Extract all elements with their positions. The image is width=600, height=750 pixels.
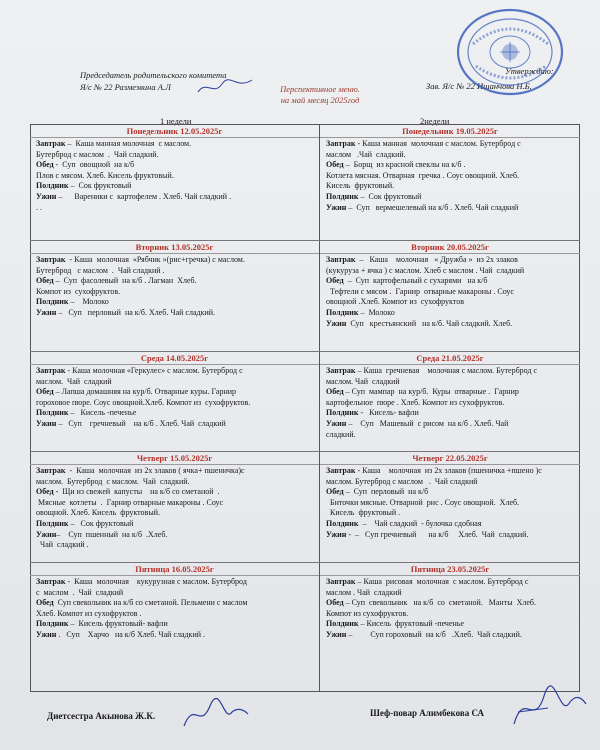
day-header-underline bbox=[320, 137, 580, 138]
meal-text: – Суп свекольник на к/б со сметаной. Манты Хлеб. bbox=[343, 598, 536, 608]
meal-label: Полдник bbox=[36, 408, 69, 418]
meal-label: Ужин bbox=[326, 318, 347, 328]
meal-text: маслом . Чай сладкий bbox=[326, 587, 402, 597]
day-menu-left bbox=[30, 466, 319, 561]
meal-text: - Каша молочная кукурузная с маслом. Бутерброд bbox=[65, 577, 247, 586]
meal-text: Компот из сухофруктов. bbox=[36, 286, 121, 296]
menu-line bbox=[326, 519, 574, 530]
day-header: Вторник 13.05.2025г bbox=[135, 242, 214, 252]
menu-line bbox=[326, 255, 574, 266]
day-menu-left bbox=[30, 255, 319, 350]
meal-text: сладкий. bbox=[326, 429, 356, 439]
meal-label: Ужин bbox=[36, 191, 57, 201]
meal-text: . Суп Харчо на к/б Хлеб. Чай сладкий . bbox=[56, 629, 206, 639]
menu-line bbox=[326, 308, 574, 319]
meal-text: Котлета мясная. Отварная гречка . Соус овощной. Хлеб. bbox=[326, 170, 520, 180]
meal-text: – Молоко bbox=[358, 307, 395, 317]
meal-label: Ужин bbox=[326, 202, 347, 212]
meal-label: Обед bbox=[36, 598, 54, 608]
meal-text: – Вареники с картофелем . Хлеб. Чай сладкий . bbox=[56, 191, 232, 201]
menu-line bbox=[326, 366, 574, 377]
meal-label: Ужин bbox=[36, 529, 57, 539]
menu-line bbox=[326, 276, 574, 287]
menu-line bbox=[326, 398, 574, 409]
menu-line bbox=[326, 408, 574, 419]
day-header: Понедельник 19.05.2025г bbox=[402, 126, 498, 136]
day-header-underline bbox=[30, 464, 319, 465]
menu-line bbox=[326, 150, 574, 161]
meal-text: Компот из сухофруктов. bbox=[326, 608, 409, 618]
day-header: Четверг 22.05.2025г bbox=[412, 453, 488, 463]
meal-label: Завтрак bbox=[326, 139, 356, 148]
meal-label: Обед bbox=[36, 160, 54, 170]
approve-label: Утверждаю: bbox=[505, 66, 554, 76]
menu-line bbox=[36, 519, 313, 530]
day-header-underline bbox=[30, 137, 319, 138]
meal-label: Обед bbox=[36, 487, 54, 497]
meal-label: Полдник bbox=[36, 619, 69, 629]
meal-text: – Каша рисовая молочная с маслом. Бутерброд с bbox=[355, 577, 529, 586]
meal-text: (кукуруза + ячка ) с маслом. Хлеб с маслом . Чай сладкий bbox=[326, 265, 525, 275]
meal-text: – Кисель фруктовый -печенье bbox=[358, 619, 464, 629]
menu-line bbox=[326, 598, 574, 609]
meal-text: – Суп перловый на к/б bbox=[343, 487, 429, 497]
meal-text: овощной. Хлеб. Кисель фруктовый. bbox=[36, 508, 160, 518]
menu-line bbox=[326, 319, 574, 330]
meal-label: Завтрак bbox=[36, 577, 66, 586]
meal-text: – Молоко bbox=[68, 297, 109, 307]
menu-title-line2: на май месяц 2025год bbox=[280, 95, 360, 105]
menu-line bbox=[36, 466, 313, 477]
menu-line bbox=[36, 287, 313, 298]
menu-line bbox=[36, 540, 313, 551]
menu-line bbox=[36, 181, 313, 192]
menu-line bbox=[36, 609, 313, 620]
menu-line bbox=[326, 630, 574, 641]
meal-text: – Сок фруктовый bbox=[68, 181, 132, 191]
meal-text: маслом. Бутерброд с маслом . Чай сладкий bbox=[326, 476, 478, 486]
meal-label: Полдник bbox=[326, 307, 359, 317]
meal-text: – Суп мампар на кур/б. Куры отварные . Гарнир bbox=[343, 387, 519, 397]
menu-line bbox=[36, 366, 313, 377]
meal-text: Мясные котлеты . Гарнир отварные макароны . Соус bbox=[36, 497, 224, 507]
meal-text: с маслом . Чай сладкий bbox=[36, 587, 124, 597]
meal-text: – Суп картофельный с сухарями на к/б bbox=[343, 276, 488, 286]
menu-line bbox=[36, 160, 313, 171]
meal-label: Обед bbox=[326, 387, 344, 397]
meal-label: Обед bbox=[326, 276, 344, 286]
meal-text: – Лапша домашняя на кур/б. Отварные куры. Гарнир bbox=[53, 387, 237, 397]
committee-chair-name: Я/с № 22 Размезвина А.Л bbox=[80, 82, 171, 92]
meal-label: Завтрак bbox=[326, 466, 356, 475]
meal-label: Завтрак bbox=[36, 255, 66, 264]
menu-line bbox=[326, 181, 574, 192]
day-header-underline bbox=[320, 464, 580, 465]
day-header-underline bbox=[30, 575, 319, 576]
menu-line bbox=[36, 255, 313, 266]
menu-line bbox=[36, 508, 313, 519]
menu-line bbox=[326, 171, 574, 182]
meal-text: маслом. Бутерброд с маслом. Чай сладкий. bbox=[36, 476, 190, 486]
meal-text: Хлеб. Компот из сухофруктов . bbox=[36, 608, 142, 618]
meal-text: Кисель фруктовый . bbox=[326, 508, 401, 518]
menu-line bbox=[36, 276, 313, 287]
meal-text: – Кисель -печенье bbox=[68, 408, 137, 418]
meal-text: – Суп вермешелевый на к/б . Хлеб. Чай сладкий bbox=[346, 202, 519, 212]
menu-line bbox=[326, 297, 574, 308]
menu-line bbox=[36, 266, 313, 277]
menu-line bbox=[326, 203, 574, 214]
menu-line bbox=[326, 192, 574, 203]
menu-line bbox=[36, 308, 313, 319]
meal-label: Полдник bbox=[36, 518, 69, 528]
menu-title bbox=[260, 84, 380, 106]
menu-line bbox=[326, 430, 574, 441]
meal-text: Суп крестьянский на к/б. Чай сладкий. Хлеб. bbox=[346, 318, 513, 328]
meal-text: маслом. Чай сладкий bbox=[326, 376, 400, 386]
day-header-underline bbox=[320, 575, 580, 576]
menu-line bbox=[36, 630, 313, 641]
menu-line bbox=[36, 588, 313, 599]
committee-chair-title: Председатель родительского комитета bbox=[80, 70, 227, 80]
menu-line bbox=[326, 466, 574, 477]
meal-text: – Суп гороховый на к/б .Хлеб. Чай сладкий. bbox=[346, 629, 522, 639]
meal-text: – Чай сладкий - булочка сдобная bbox=[358, 518, 482, 528]
meal-label: Обед bbox=[326, 160, 344, 170]
meal-text: - Каша молочная «Геркулес» с маслом. Бутерброд с bbox=[65, 366, 243, 375]
menu-line bbox=[326, 508, 574, 519]
meal-text: - Каша молочная из 2х злаков (пшеничка +пшено )с bbox=[355, 466, 542, 475]
meal-label: Завтрак bbox=[326, 366, 356, 375]
meal-text: картофельное пюре . Хлеб. Компот из сухофруктов. bbox=[326, 397, 505, 407]
meal-text: - – Суп гречневый на к/б Хлеб. Чай сладкий. bbox=[346, 529, 529, 539]
day-header-underline bbox=[30, 364, 319, 365]
day-menu-right bbox=[320, 466, 580, 561]
menu-line bbox=[326, 619, 574, 630]
menu-line bbox=[36, 598, 313, 609]
day-menu-left bbox=[30, 577, 319, 691]
menu-line bbox=[36, 192, 313, 203]
menu-line bbox=[326, 266, 574, 277]
menu-line bbox=[36, 530, 313, 541]
meal-text: - Каша молочная «Рябчик »(рис+гречка) с маслом. bbox=[65, 255, 245, 264]
meal-text: – Кисель фруктовый- вафли bbox=[68, 619, 168, 629]
meal-label: Ужин bbox=[326, 529, 347, 539]
menu-line bbox=[36, 619, 313, 630]
chef-signature-label: Шеф-повар Алимбекова СА bbox=[370, 708, 485, 718]
head-name: Зав. Я/с № 22 Ишанчова Н.Б. bbox=[426, 81, 532, 91]
menu-line bbox=[36, 477, 313, 488]
meal-text: – Суп Машевый с рисом на к/б . Хлеб. Чай bbox=[346, 418, 509, 428]
menu-line bbox=[326, 487, 574, 498]
day-menu-left bbox=[30, 366, 319, 450]
day-header: Пятница 16.05.2025г bbox=[135, 564, 214, 574]
meal-label: Обед bbox=[326, 487, 344, 497]
day-header: Среда 21.05.2025г bbox=[416, 353, 484, 363]
week2-header: 2недели bbox=[420, 116, 450, 126]
menu-line bbox=[326, 609, 574, 620]
meal-text: Чай сладкий . bbox=[36, 540, 89, 550]
meal-label: Полдник bbox=[36, 297, 69, 307]
menu-line bbox=[326, 160, 574, 171]
meal-text: – Каша гречневая молочная с маслом. Бутерброд с bbox=[355, 366, 538, 375]
day-menu-right bbox=[320, 255, 580, 350]
meal-label: Полдник bbox=[36, 181, 69, 191]
meal-text: – Каша молочная « Дружба » из 2х злаков bbox=[355, 255, 518, 264]
meal-text: Биточки мясные. Отварной рис . Соус овощной. Хлеб. bbox=[326, 497, 520, 507]
meal-text: - Щи из свежей капусты на к/б со сметаной . bbox=[53, 487, 220, 497]
meal-text: Суп свекольник на к/б со сметаной. Пельмени с маслом bbox=[53, 598, 248, 608]
menu-line bbox=[36, 150, 313, 161]
meal-label: Ужин bbox=[36, 307, 57, 317]
meal-text: - Суп овощной на к/б bbox=[53, 160, 135, 170]
meal-label: Полдник bbox=[326, 518, 359, 528]
menu-line bbox=[326, 577, 574, 588]
meal-text: - Каша молочная из 2х злаков ( ячка+ пшеничка)с bbox=[65, 466, 245, 475]
menu-line bbox=[36, 377, 313, 388]
meal-text: Кисель фруктовый. bbox=[326, 181, 395, 191]
day-header: Четверг 15.05.2025г bbox=[136, 453, 213, 463]
meal-label: Обед bbox=[36, 387, 54, 397]
meal-label: Ужин bbox=[326, 418, 347, 428]
day-menu-right bbox=[320, 366, 580, 450]
meal-label: Обед bbox=[326, 598, 344, 608]
meal-label: Завтрак bbox=[36, 139, 66, 148]
day-header: Вторник 20.05.2025г bbox=[411, 242, 489, 252]
menu-line bbox=[36, 387, 313, 398]
menu-line bbox=[36, 203, 313, 214]
meal-label: Полдник bbox=[326, 408, 359, 418]
meal-text: Плов с мясом. Хлеб. Кисель фруктовый. bbox=[36, 170, 174, 180]
menu-line bbox=[36, 577, 313, 588]
week1-header: 1 недели bbox=[160, 116, 192, 126]
meal-text: – Каша манная молочная с маслом. bbox=[65, 139, 192, 148]
menu-line bbox=[326, 139, 574, 150]
menu-line bbox=[326, 477, 574, 488]
day-header-underline bbox=[320, 253, 580, 254]
menu-title-line1: Перспективное меню. bbox=[280, 84, 360, 94]
meal-text: маслом. Чай сладкий bbox=[36, 376, 112, 386]
menu-line bbox=[326, 498, 574, 509]
meal-label: Полдник bbox=[326, 619, 359, 629]
meal-text: - Каша манная молочная с маслом. Бутерброд с bbox=[355, 139, 521, 148]
meal-text: овощной .Хлеб. Компот из сухофруктов bbox=[326, 297, 464, 307]
meal-label: Обед bbox=[36, 276, 54, 286]
day-header: Пятница 23.05.2025г bbox=[410, 564, 490, 574]
day-header-underline bbox=[320, 364, 580, 365]
day-menu-right bbox=[320, 577, 580, 691]
meal-text: – Сок фруктовый bbox=[68, 518, 134, 528]
meal-text: Бутерброд с маслом . Чай сладкий. bbox=[36, 149, 159, 159]
meal-text: Тефтели с мясом . Гарнир отварные макароны . Соус bbox=[326, 286, 514, 296]
meal-text: – Суп пшенный на к/б .Хлеб. bbox=[56, 529, 168, 539]
dietitian-signature bbox=[180, 696, 250, 736]
chef-signature bbox=[508, 684, 588, 734]
meal-label: Ужин bbox=[326, 629, 347, 639]
menu-line bbox=[36, 398, 313, 409]
official-stamp bbox=[448, 4, 566, 104]
meal-label: Ужин bbox=[36, 418, 57, 428]
menu-line bbox=[326, 588, 574, 599]
menu-line bbox=[36, 139, 313, 150]
menu-line bbox=[326, 387, 574, 398]
meal-text: – Сок фруктовый bbox=[358, 191, 422, 201]
day-header: Среда 14.05.2025г bbox=[140, 353, 209, 363]
meal-text: – Борщ из красной свеклы на к/б . bbox=[343, 160, 466, 170]
menu-line bbox=[36, 297, 313, 308]
meal-text: – Суп перловый на к/б. Хлеб. Чай сладкий. bbox=[56, 307, 216, 317]
day-header-underline bbox=[30, 253, 319, 254]
meal-label: Завтрак bbox=[326, 577, 356, 586]
meal-text: – Суп фасолевый на к/б . Лагман Хлеб. bbox=[53, 276, 197, 286]
day-menu-right bbox=[320, 139, 580, 239]
menu-line bbox=[36, 419, 313, 430]
menu-line bbox=[326, 377, 574, 388]
menu-line bbox=[326, 287, 574, 298]
meal-text: маслом .Чай сладкий. bbox=[326, 149, 406, 159]
meal-text: – Суп гречневый на к/б . Хлеб. Чай сладкий bbox=[56, 418, 226, 428]
day-menu-left bbox=[30, 139, 319, 239]
dietitian-signature-label: Диетсестра Акынова Ж.К. bbox=[47, 711, 156, 721]
menu-line bbox=[36, 498, 313, 509]
day-header: Понедельник 12.05.2025г bbox=[126, 126, 223, 136]
meal-label: Завтрак bbox=[36, 366, 66, 375]
meal-label: Полдник bbox=[326, 191, 359, 201]
menu-line bbox=[326, 419, 574, 430]
menu-line bbox=[36, 171, 313, 182]
meal-text: гороховое пюре. Соус овощной.Хлеб. Компот из сухофруктов. bbox=[36, 397, 251, 407]
meal-text: - Кисель- вафли bbox=[358, 408, 419, 418]
meal-label: Завтрак bbox=[36, 466, 66, 475]
menu-line bbox=[36, 408, 313, 419]
meal-label: Ужин bbox=[36, 629, 57, 639]
meal-text: . . bbox=[36, 202, 42, 212]
menu-line bbox=[326, 530, 574, 541]
meal-text: Бутерброд с маслом . Чай сладкий . bbox=[36, 265, 165, 275]
meal-label: Завтрак bbox=[326, 255, 356, 264]
committee-signature bbox=[196, 76, 256, 98]
menu-line bbox=[36, 487, 313, 498]
